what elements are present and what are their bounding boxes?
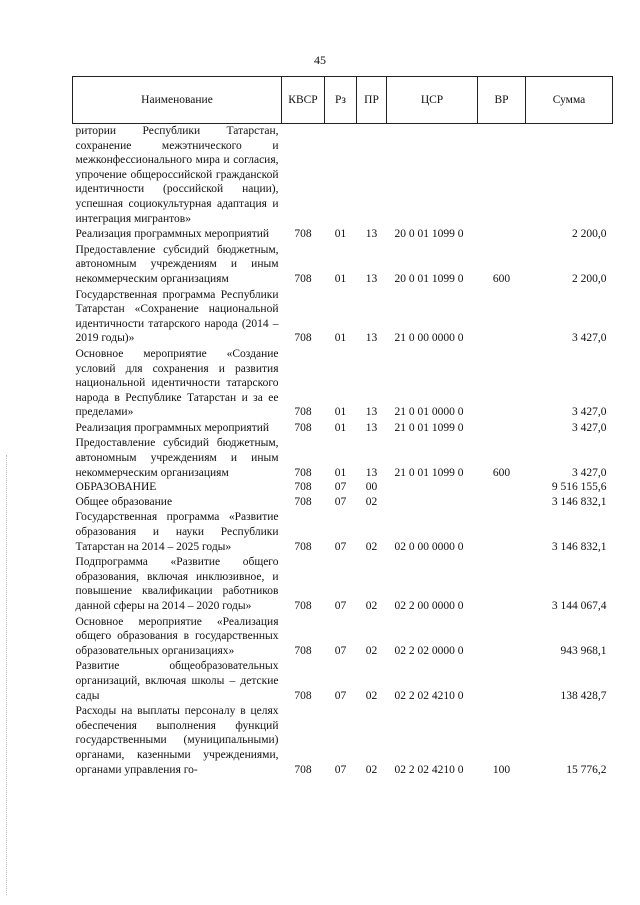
row-rz: 07 xyxy=(334,763,347,776)
row-vr xyxy=(478,495,526,510)
row-vr xyxy=(478,658,526,703)
row-kvsr: 708 xyxy=(294,332,312,345)
row-name: Общее образование xyxy=(75,495,173,508)
table-row xyxy=(73,495,613,510)
row-vr xyxy=(478,287,526,346)
row-name: Основное мероприятие «Реализация общего образования в государственных образовательных организациях» xyxy=(75,615,279,657)
row-vr xyxy=(478,226,526,242)
row-pr: 13 xyxy=(365,466,378,479)
row-pr: 13 xyxy=(365,228,378,241)
row-vr xyxy=(478,509,526,554)
row-rz: 01 xyxy=(334,228,347,241)
row-pr: 02 xyxy=(365,644,378,657)
row-csr: 21 0 01 0000 0 xyxy=(394,406,464,419)
row-sum: 3 146 832,1 xyxy=(551,540,607,553)
row-name: Реализация программных мероприятий xyxy=(75,228,270,241)
row-sum xyxy=(526,124,613,227)
row-sum: 15 776,2 xyxy=(566,763,607,776)
scan-margin-dots xyxy=(6,455,8,895)
header-name: Наименование xyxy=(73,77,282,124)
table-header-row xyxy=(73,77,613,124)
row-csr xyxy=(387,124,478,227)
row-csr: 02 2 02 0000 0 xyxy=(394,644,464,657)
header-kvsr: КВСР xyxy=(282,77,325,124)
row-pr: 02 xyxy=(365,763,378,776)
row-vr xyxy=(478,480,526,495)
row-sum: 2 200,0 xyxy=(572,228,607,241)
row-vr xyxy=(478,554,526,613)
row-kvsr: 708 xyxy=(294,644,312,657)
row-pr xyxy=(357,124,387,227)
row-rz: 07 xyxy=(334,540,347,553)
row-kvsr: 708 xyxy=(294,763,312,776)
row-kvsr: 708 xyxy=(294,421,312,434)
row-name: Развитие общеобразовательных организаций, включая школы – детские сады xyxy=(75,660,279,702)
row-csr: 21 0 01 1099 0 xyxy=(394,421,464,434)
row-name: Реализация программных мероприятий xyxy=(75,421,270,434)
row-kvsr: 708 xyxy=(294,228,312,241)
row-kvsr xyxy=(282,124,325,227)
row-name: Расходы на выплаты персоналу в целях обеспечения выполнения функций государственными (муниципальными) органами, казенными учреждениями, органами управления го- xyxy=(75,705,279,776)
row-pr: 13 xyxy=(365,332,378,345)
row-name: Предоставление субсидий бюджетным, автономным учреждениям и иным некоммерческим организациям xyxy=(75,437,279,479)
row-csr: 02 2 02 4210 0 xyxy=(394,689,464,702)
row-vr xyxy=(478,346,526,420)
row-rz: 07 xyxy=(334,644,347,657)
row-pr: 13 xyxy=(365,421,378,434)
table-row xyxy=(73,242,613,287)
row-rz xyxy=(325,124,357,227)
row-csr: 02 2 00 0000 0 xyxy=(394,600,464,612)
row-vr: 600 xyxy=(492,272,511,285)
row-rz: 07 xyxy=(334,495,347,508)
table-row xyxy=(73,287,613,346)
header-sum: Сумма xyxy=(526,77,613,124)
budget-table xyxy=(72,76,613,777)
row-name: Основное мероприятие «Создание условий для сохранения и развития национальной идентичности татарского народа в Республике Татарстан и за ее пределами» xyxy=(75,347,279,419)
table-row xyxy=(73,614,613,659)
row-pr: 00 xyxy=(365,481,378,494)
row-kvsr: 708 xyxy=(294,406,312,419)
row-kvsr: 708 xyxy=(294,272,312,285)
row-sum: 9 516 155,6 xyxy=(551,481,607,494)
row-csr: 20 0 01 1099 0 xyxy=(394,272,464,285)
row-name: Предоставление субсидий бюджетным, автономным учреждениям и иным некоммерческим организациям xyxy=(75,243,279,285)
row-csr: 21 0 01 1099 0 xyxy=(394,466,464,479)
row-rz: 01 xyxy=(334,406,347,419)
header-rz: Рз xyxy=(325,77,357,124)
row-vr: 100 xyxy=(492,763,511,776)
table-row xyxy=(73,420,613,436)
row-kvsr: 708 xyxy=(294,481,312,494)
row-pr: 02 xyxy=(365,540,378,553)
row-pr: 13 xyxy=(365,406,378,419)
row-sum: 3 427,0 xyxy=(572,406,607,419)
row-rz: 07 xyxy=(334,689,347,702)
row-csr: 02 2 02 4210 0 xyxy=(394,763,464,776)
row-pr: 02 xyxy=(365,689,378,702)
row-pr: 02 xyxy=(365,600,378,612)
row-vr xyxy=(478,124,526,227)
table-row xyxy=(73,703,613,777)
table-row xyxy=(73,226,613,242)
row-csr: 02 0 00 0000 0 xyxy=(394,540,464,553)
row-csr: 20 0 01 1099 0 xyxy=(394,228,464,241)
row-rz: 01 xyxy=(334,421,347,434)
row-kvsr: 708 xyxy=(294,600,312,612)
row-rz: 01 xyxy=(334,466,347,479)
row-rz: 01 xyxy=(334,272,347,285)
table-row xyxy=(73,346,613,420)
row-sum: 3 427,0 xyxy=(572,421,607,434)
table-row xyxy=(73,658,613,703)
row-vr: 600 xyxy=(492,466,511,479)
table-row xyxy=(73,480,613,495)
row-rz: 01 xyxy=(334,332,347,345)
row-kvsr: 708 xyxy=(294,466,312,479)
row-sum: 943 968,1 xyxy=(560,644,607,657)
row-sum: 3 427,0 xyxy=(572,466,607,479)
header-vr: ВР xyxy=(478,77,526,124)
row-name: ритории Республики Татарстан, сохранение межэтнического и межконфессионального мира и согласия, упрочение общероссийской гражданской идентичности (российской нации), успешная социокультурная адаптация и интеграция мигрантов» xyxy=(75,125,279,225)
row-name: Государственная программа «Развитие образования и науки Республики Татарстан на 2014 – 2025 годы» xyxy=(75,511,279,553)
row-sum: 3 427,0 xyxy=(572,332,607,345)
row-sum: 138 428,7 xyxy=(560,689,607,702)
table-row xyxy=(73,509,613,554)
row-kvsr: 708 xyxy=(294,495,312,508)
row-name: Государственная программа Республики Татарстан «Сохранение национальной идентичности татарского народа (2014 – 2019 годы)» xyxy=(75,288,279,345)
page-number: 45 xyxy=(314,53,326,67)
row-sum: 2 200,0 xyxy=(572,272,607,285)
row-sum: 3 144 067,4 xyxy=(551,600,607,612)
row-csr xyxy=(387,495,478,510)
row-csr xyxy=(387,480,478,495)
row-sum: 3 146 832,1 xyxy=(551,495,607,508)
row-rz: 07 xyxy=(334,481,347,494)
table-row xyxy=(73,124,613,227)
row-vr xyxy=(478,614,526,659)
header-pr: ПР xyxy=(357,77,387,124)
row-rz: 07 xyxy=(334,600,347,612)
row-kvsr: 708 xyxy=(294,540,312,553)
row-name: ОБРАЗОВАНИЕ xyxy=(75,481,157,494)
row-name: Подпрограмма «Развитие общего образования, включая инклюзивное, и повышение квалификации работников данной сферы на 2014 – 2020 годы» xyxy=(75,556,279,612)
row-kvsr: 708 xyxy=(294,689,312,702)
row-csr: 21 0 00 0000 0 xyxy=(394,332,464,345)
table-row xyxy=(73,435,613,480)
header-csr: ЦСР xyxy=(387,77,478,124)
row-pr: 13 xyxy=(365,272,378,285)
table-row xyxy=(73,554,613,613)
row-pr: 02 xyxy=(365,495,378,508)
row-vr xyxy=(478,420,526,436)
